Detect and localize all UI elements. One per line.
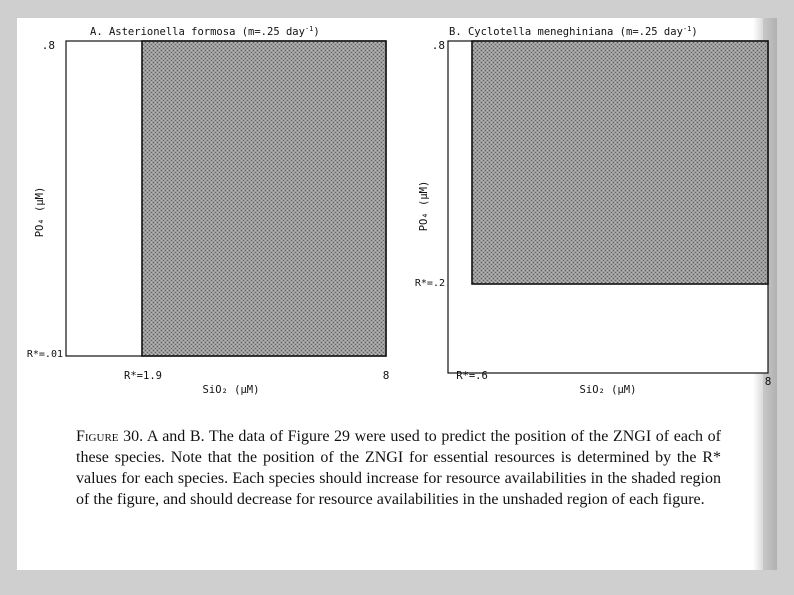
panel-a-y-rstar-tick: R*=.01 [26,349,63,360]
panel-a-y-top-tick: .8 [41,39,55,52]
panel-a-y-axis-label: PO₄ (μM) [34,186,46,238]
figure-30 [17,18,777,418]
panel-a-shaded-region [142,41,386,356]
figure-caption [76,426,721,510]
panel-b-title: B. Cyclotella meneghiniana (m=.25 day$^{-1}$) [449,25,698,38]
panel-a-x-axis-label: SiO₂ (μM) [202,384,260,396]
scanned-page [17,18,777,570]
panel-a [27,25,389,396]
panel-b [415,25,771,396]
panel-b-y-top-tick: .8 [431,39,445,52]
figure-label: Figure 30. [76,428,144,445]
panel-b-y-axis-label: PO₄ (μM) [418,180,430,232]
caption-text: A and B. The data of Figure 29 were used to predict the position of the ZNGI of each of these species. Note that the position of the ZNGI for essential resources is determined by the R* values for each species. Each species should increase for resource availabilities in the shaded region of the figure, and should decrease for resource availabilities in the unshaded region of each figure. [76,428,721,508]
panel-a-x-end-tick: 8 [382,369,390,382]
panel-b-x-rstar-tick: R*=.6 [456,370,488,382]
panel-a-title: A. Asterionella formosa (m=.25 day$^{-1}$) [90,25,320,38]
panel-b-y-rstar-tick: R*=.2 [414,278,445,289]
panel-b-shaded-region [472,41,768,284]
panel-b-x-axis-label: SiO₂ (μM) [579,384,637,396]
panel-b-x-end-tick: 8 [764,375,772,388]
panel-a-x-rstar-tick: R*=1.9 [124,370,162,382]
